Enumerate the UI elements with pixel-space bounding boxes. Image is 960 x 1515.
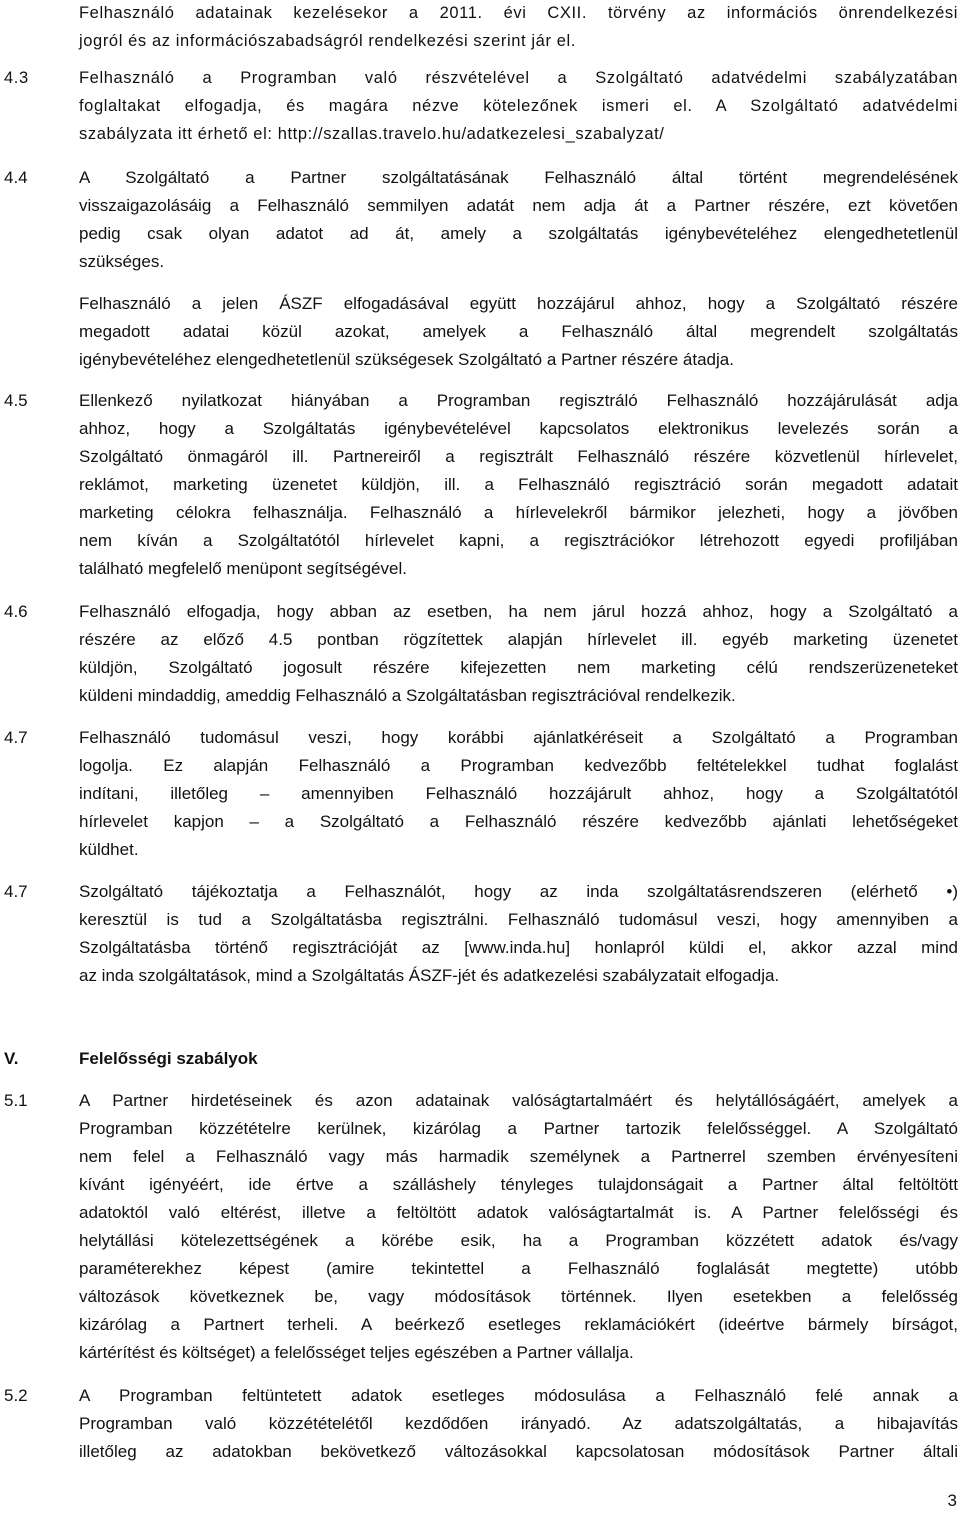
text-line: megadott adatai közül azokat, amelyek a Felhasználó által megrendelt szolgáltatás <box>79 322 958 341</box>
text-line: változások következnek be, vagy módosítások történnek. Ilyen esetekben a felelősség <box>79 1287 958 1306</box>
text-line: az inda szolgáltatások, mind a Szolgáltatás ÁSZF-jét és adatkezelési szabályzatait elfogadja. <box>79 966 780 985</box>
text-line: található megfelelő menüpont segítségével. <box>79 559 407 578</box>
text-line: logolja. Ez alapján Felhasználó a Programban kedvezőbb feltételekkel tudhat foglalást <box>79 756 958 775</box>
text-line: kívánt igényéért, ide értve a szálláshely tényleges tulajdonságait a Partner által feltöltött <box>79 1175 958 1194</box>
text-line: reklámot, marketing üzenetet küldjön, ill. a Felhasználó regisztráció során megadott adatait <box>79 475 958 494</box>
paragraph-4-7-second <box>0 878 960 990</box>
paragraph-4-3 <box>0 64 960 148</box>
text-line: küldjön, Szolgáltató jogosult részére kifejezetten nem marketing célú rendszerüzeneteket <box>79 658 958 677</box>
text-line: illetőleg az adatokban bekövetkező változásokkal kapcsolatosan módosítások Partner általi <box>79 1442 958 1461</box>
text-line: Felhasználó adatainak kezelésekor a 2011. évi CXII. törvény az információs önrendelkezési <box>79 4 958 22</box>
paragraph-text <box>79 1087 958 1367</box>
text-line: küldhet. <box>79 840 139 859</box>
text-line: A Programban feltüntetett adatok esetleges módosulása a Felhasználó felé annak a <box>79 1386 958 1405</box>
text-line: keresztül is tud a Szolgáltatásba regisztrálni. Felhasználó tudomásul veszi, hogy amennyiben a <box>79 910 958 929</box>
text-line: Felhasználó a jelen ÁSZF elfogadásával együtt hozzájárul ahhoz, hogy a Szolgáltató részére <box>79 294 958 313</box>
paragraph-text <box>79 724 958 864</box>
paragraph-4-6 <box>0 598 960 710</box>
text-line: adatoktól való eltérést, illetve a feltöltött adatok valóságtartalmát is. A Partner felelősségi és <box>79 1203 958 1222</box>
paragraph-intro <box>0 0 960 55</box>
text-line: küldeni mindaddig, ameddig Felhasználó a Szolgáltatásban regisztrációval rendelkezik. <box>79 686 736 705</box>
text-line: Szolgáltatásba történő regisztrációját az [www.inda.hu] honlapról küldi el, akkor azzal mind <box>79 938 958 957</box>
text-line: hírlevelet kapjon – a Szolgáltató a Felhasználó részére kedvezőbb ajánlati lehetőségeket <box>79 812 958 831</box>
text-line: Felhasználó a Programban való részvételével a Szolgáltató adatvédelmi szabályzatában <box>79 69 958 87</box>
text-line: indítani, illetőleg – amennyiben Felhasználó hozzájárult ahhoz, hogy a Szolgáltatótól <box>79 784 958 803</box>
paragraph-text <box>79 0 958 55</box>
paragraph-text <box>79 387 958 583</box>
text-line: Felhasználó elfogadja, hogy abban az esetben, ha nem járul hozzá ahhoz, hogy a Szolgáltató a <box>79 602 958 621</box>
text-line: pedig csak olyan adatot ad át, amely a szolgáltatás igénybevételéhez elengedhetetlenül <box>79 224 958 243</box>
text-line: nem kíván a Szolgáltatótól hírlevelet kapni, a regisztrációkor létrehozott egyedi profiljában <box>79 531 958 550</box>
paragraph-number: 4.5 <box>4 391 28 410</box>
text-line: paraméterekhez képest (amire tekintettel a Felhasználó foglalását megtette) utóbb <box>79 1259 958 1278</box>
text-line: foglaltakat elfogadja, és magára nézve kötelezőnek ismeri el. A Szolgáltató adatvédelmi <box>79 97 958 115</box>
text-line: Ellenkező nyilatkozat hiányában a Programban regisztráló Felhasználó hozzájárulását adja <box>79 391 958 410</box>
paragraph-text <box>79 164 958 276</box>
text-line: marketing célokra felhasználja. Felhasználó a hírlevelekről bármikor jelezheti, hogy a jövőben <box>79 503 958 522</box>
paragraph-text <box>79 290 958 374</box>
paragraph-number: 4.4 <box>4 168 28 187</box>
text-line: Szolgáltató tájékoztatja a Felhasználót, hogy az inda szolgáltatásrendszeren (elérhető •) <box>79 882 958 901</box>
text-line: szabályzata itt érhető el: http://szallas.travelo.hu/adatkezelesi_szabalyzat/ <box>79 125 665 143</box>
text-line: visszaigazolásáig a Felhasználó semmilyen adatát nem adja át a Partner részére, ezt követően <box>79 196 958 215</box>
text-line: Programban való közzétételétől kezdődően irányadó. Az adatszolgáltatás, a hibajavítás <box>79 1414 958 1433</box>
paragraph-number: 5.1 <box>4 1091 28 1110</box>
paragraph-4-7-first <box>0 724 960 864</box>
paragraph-number: 4.3 <box>4 69 29 87</box>
section-heading <box>0 1045 960 1073</box>
paragraph-text <box>79 1382 958 1466</box>
text-line: nem felel a Felhasználó vagy más harmadik személynek a Partnerrel szemben érvényesíteni <box>79 1147 958 1166</box>
paragraph-text <box>79 878 958 990</box>
paragraph-text <box>79 64 958 148</box>
paragraph-number: 4.7 <box>4 882 28 901</box>
paragraph-number: 4.7 <box>4 728 28 747</box>
paragraph-4-4 <box>0 164 960 276</box>
paragraph-number: 5.2 <box>4 1386 28 1405</box>
paragraph-4-4-consent <box>0 290 960 374</box>
text-line: helytállási kötelezettségének a körébe esik, ha a Programban közzétett adatok és/vagy <box>79 1231 958 1250</box>
text-line: Programban közzétételre kerülnek, kizárólag a Partner tartozik felelősséggel. A Szolgáltató <box>79 1119 958 1138</box>
text-line: jogról és az információszabadságról rendelkezési szerint jár el. <box>79 32 576 50</box>
paragraph-5-2 <box>0 1382 960 1466</box>
paragraph-text <box>79 598 958 710</box>
text-line: Szolgáltató önmagáról ill. Partnereiről a regisztrált Felhasználó részére közvetlenül hírlevelet, <box>79 447 958 466</box>
section-title: Felelősségi szabályok <box>79 1049 258 1068</box>
page-number: 3 <box>947 1491 957 1510</box>
text-line: részére az előző 4.5 pontban rögzítettek alapján hírlevelet ill. egyéb marketing üzenetet <box>79 630 958 649</box>
paragraph-4-5 <box>0 387 960 583</box>
text-line: igénybevételéhez elengedhetetlenül szükségesek Szolgáltató a Partner részére átadja. <box>79 350 734 369</box>
paragraph-number: 4.6 <box>4 602 28 621</box>
text-line: Felhasználó tudomásul veszi, hogy korábbi ajánlatkéréseit a Szolgáltató a Programban <box>79 728 958 747</box>
text-line: kizárólag a Partnert terheli. A beérkező esetleges reklamációkért (ideértve bármely bírságot, <box>79 1315 958 1334</box>
text-line: szükséges. <box>79 252 165 271</box>
text-line: kártérítést és költséget) a felelősséget teljes egészében a Partner vállalja. <box>79 1343 634 1362</box>
text-line: ahhoz, hogy a Szolgáltatás igénybevételével kapcsolatos elektronikus levelezés során a <box>79 419 958 438</box>
text-line: A Szolgáltató a Partner szolgáltatásának Felhasználó által történt megrendelésének <box>79 168 958 187</box>
section-number: V. <box>4 1049 19 1068</box>
text-line: A Partner hirdetéseinek és azon adatainak valóságtartalmáért és helytállóságáért, amelyek a <box>79 1091 958 1110</box>
paragraph-5-1 <box>0 1087 960 1367</box>
